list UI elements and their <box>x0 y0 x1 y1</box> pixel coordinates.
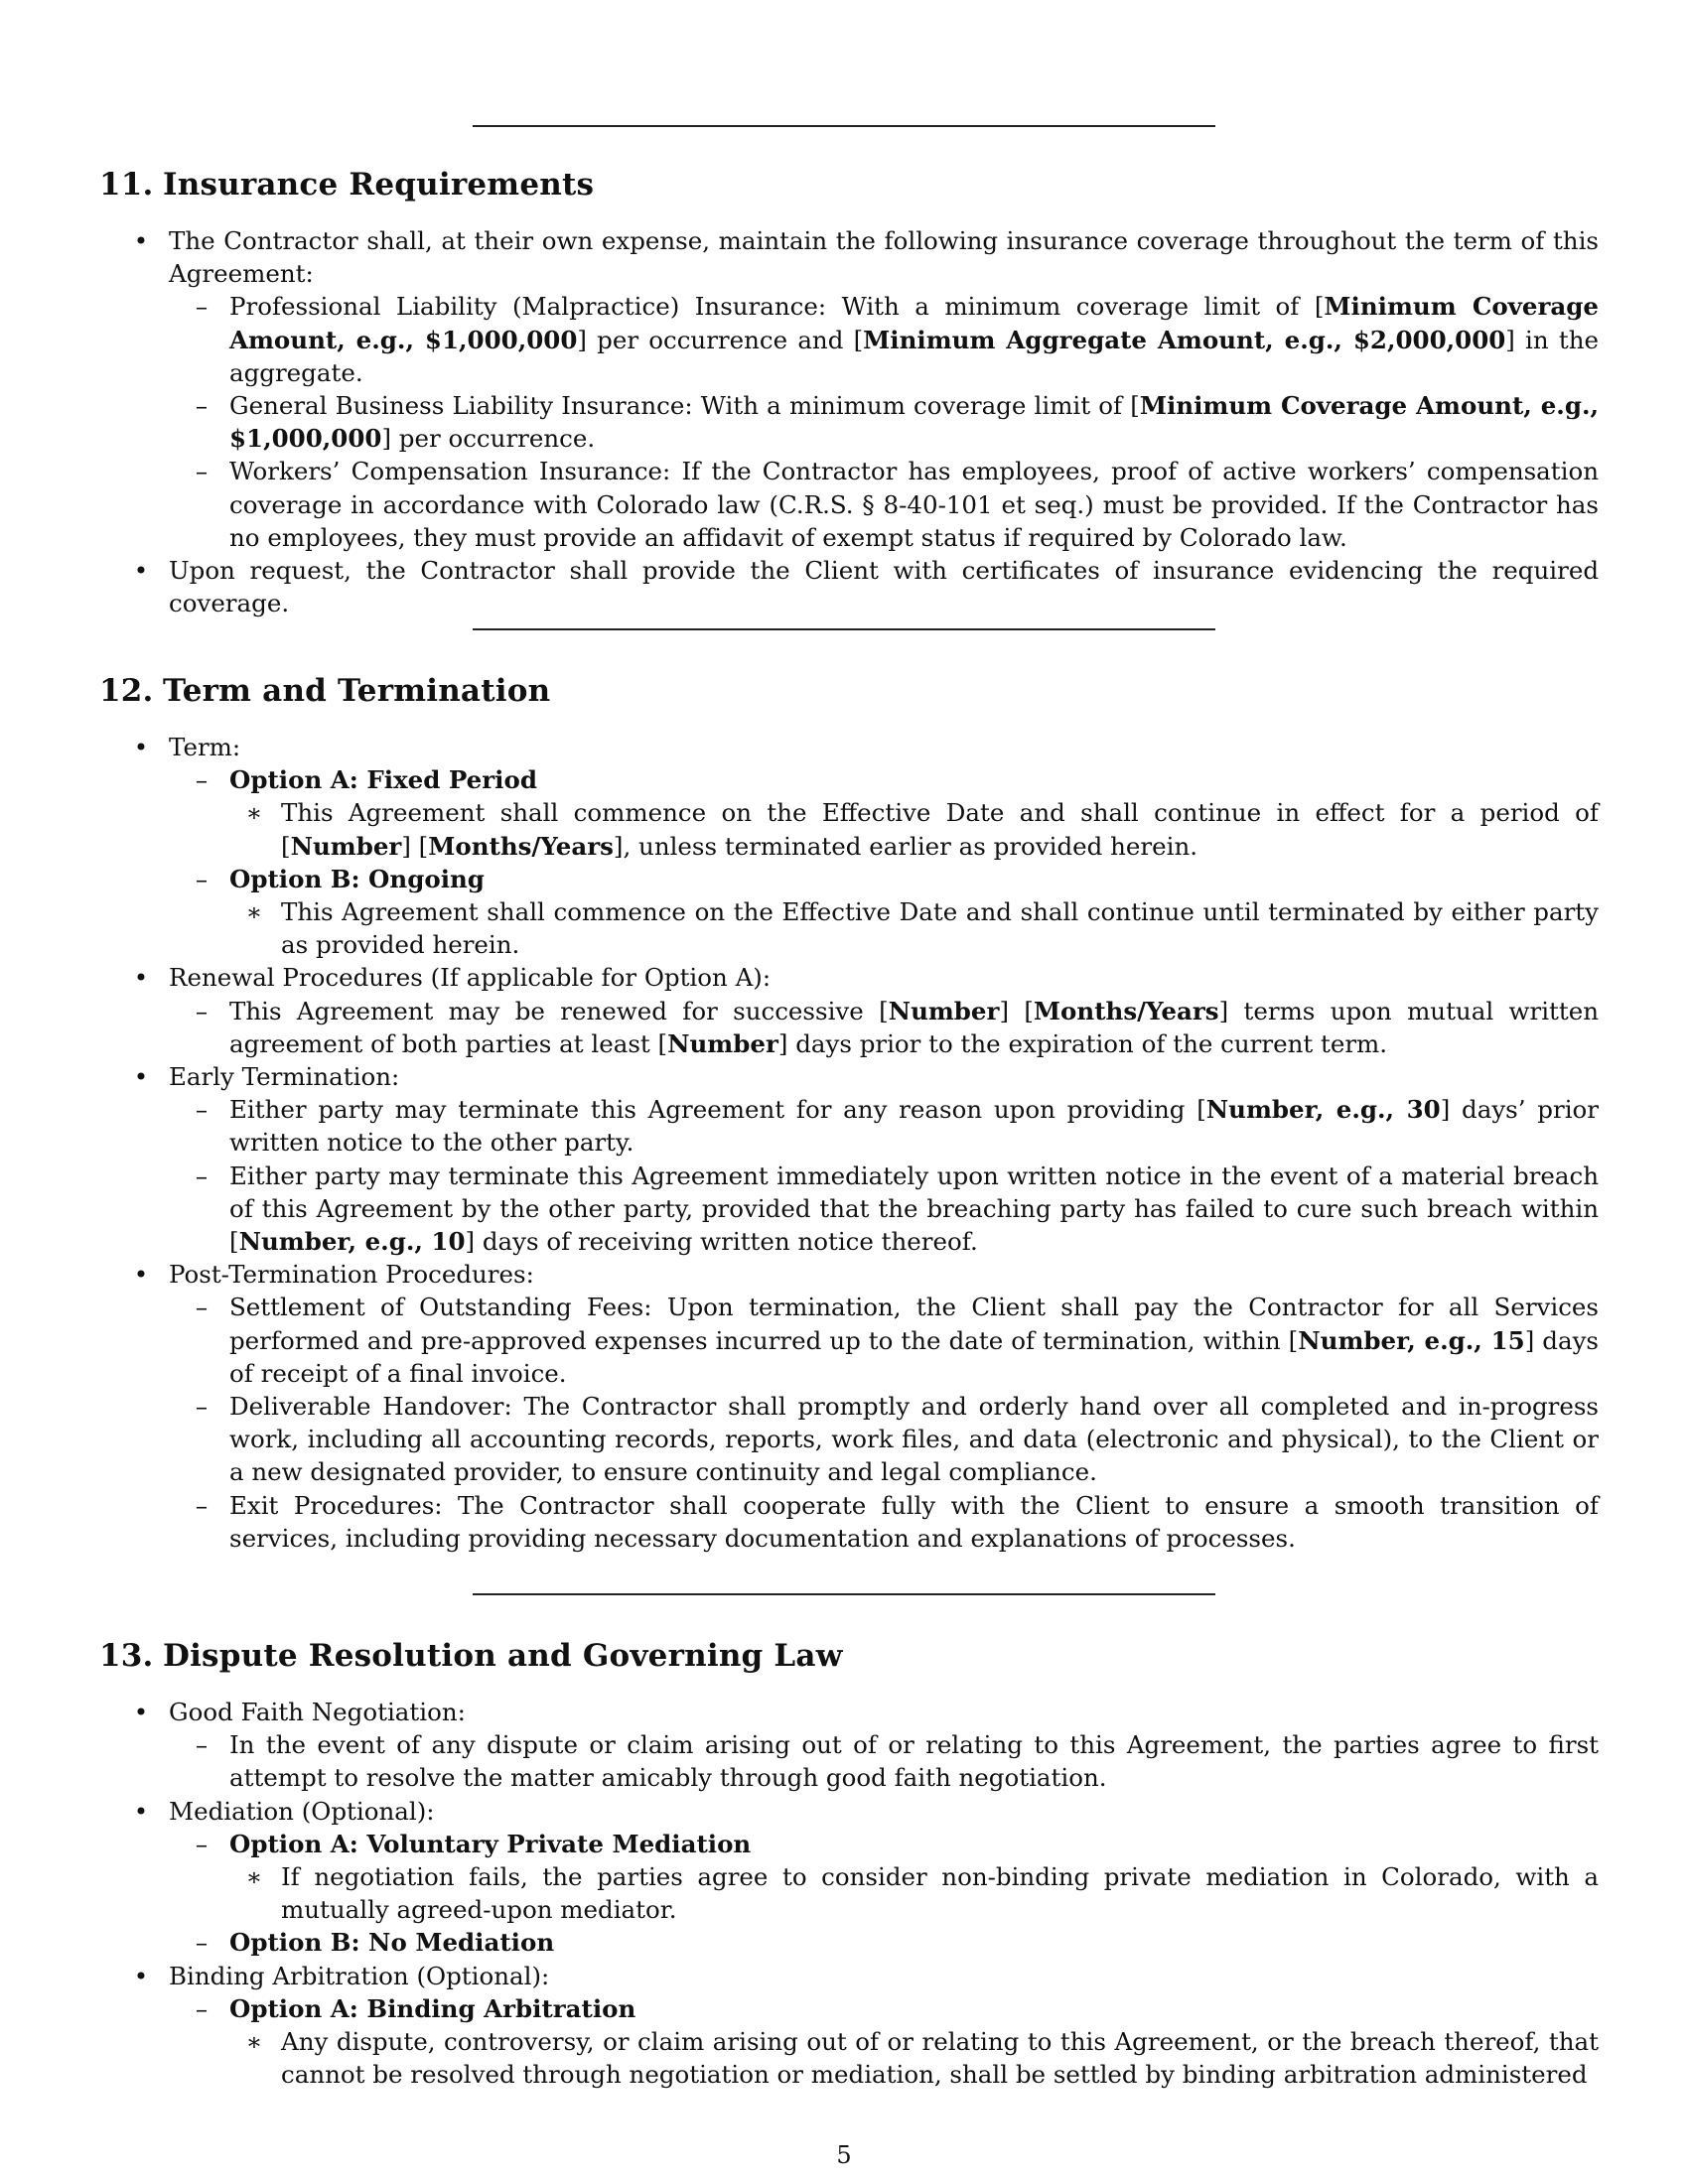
option-label: Option A: Binding Arbitration <box>229 1993 636 2023</box>
section-divider <box>473 628 1215 630</box>
text: Settlement of Outstanding Fees: Upon termination, the Client shall pay the Contractor for all Services performed and pre-approved expenses incurred up to the date of termination, within [ <box>229 1293 1599 1355</box>
dash-marker: – <box>195 1095 209 1125</box>
text: Either party may terminate this Agreement immediately upon written notice in the event of a material breach of this Agreement by the other party, provided that the breaching party has failed to cure such breach within [ <box>229 1160 1599 1257</box>
placeholder-text: Number <box>667 1028 778 1058</box>
section-title: Dispute Resolution and Governing Law <box>163 1638 843 1674</box>
text: ] [ <box>401 831 429 861</box>
text: ] days’ prior written notice to the other party. <box>229 1095 1599 1158</box>
text: ] days prior to the expiration of the current term. <box>777 1028 1388 1058</box>
section-number: 11. <box>99 167 154 203</box>
text: If negotiation fails, the parties agree to consider non-binding private mediation in Colorado, with a mutually agreed-upon mediator. <box>281 1862 1599 1925</box>
option-label: Option B: Ongoing <box>229 864 485 893</box>
dash-marker: – <box>195 1829 209 1858</box>
list-label: Term: <box>169 733 241 761</box>
list-item <box>169 290 1599 389</box>
list-item <box>99 224 1599 554</box>
bullet-marker: • <box>133 1260 149 1290</box>
section-11-heading <box>99 167 594 203</box>
bullet-marker: • <box>133 1961 149 1990</box>
list-item <box>169 1390 1599 1489</box>
list-item <box>169 455 1599 554</box>
text: ], unless terminated earlier as provided herein. <box>613 831 1198 861</box>
dash-marker: – <box>195 1160 209 1190</box>
list-label: Good Faith Negotiation: <box>169 1698 466 1726</box>
list-item <box>99 1696 1599 1795</box>
paragraph-text: Upon request, the Contractor shall provide the Client with certificates of insurance evidencing the required coverage. <box>169 556 1599 618</box>
placeholder-text: Number, e.g., 30 <box>1205 1095 1441 1125</box>
text: Deliverable Handover: The Contractor shall promptly and orderly hand over all completed and in-progress work, including all accounting records, reports, work files, and data (electronic and physical), to the Client or a new designated provider, to ensure continuity and legal compliance. <box>229 1392 1599 1487</box>
dash-marker: – <box>195 1392 209 1422</box>
section-13-body <box>99 1696 1599 2091</box>
option-label: Option A: Voluntary Private Mediation <box>229 1829 752 1858</box>
placeholder-text: Number <box>888 996 1000 1025</box>
text: Either party may terminate this Agreement for any reason upon providing [ <box>229 1095 1206 1125</box>
placeholder-text: Number <box>290 831 402 861</box>
text: Any dispute, controversy, or claim arising out of or relating to this Agreement, or the breach thereof, that cannot be resolved through negotiation or mediation, shall be settled by binding arbitration administered <box>281 2027 1599 2090</box>
text: This Agreement shall commence on the Effective Date and shall continue in effect for a period of [ <box>281 798 1599 861</box>
placeholder-text: Minimum Aggregate Amount, e.g., $2,000,000 <box>863 325 1506 354</box>
text: Workers’ Compensation Insurance: If the Contractor has employees, proof of active workers’ compensation coverage in accordance with Colorado law (C.R.S. § 8-40-101 et seq.) must be provided. If the Contractor has no employees, they must provide an affidavit of exempt status if required by Colorado law. <box>229 457 1599 552</box>
page-number: 5 <box>836 2141 852 2169</box>
text: ] [ <box>999 996 1034 1025</box>
list-item <box>169 995 1599 1060</box>
list-label: Post-Termination Procedures: <box>169 1260 534 1290</box>
section-12-body <box>99 731 1599 1555</box>
section-11-body <box>99 224 1599 619</box>
text: ] terms upon mutual written agreement of both parties at least [ <box>229 996 1599 1058</box>
list-item <box>169 763 1599 863</box>
star-marker: ∗ <box>245 1862 263 1892</box>
list-item <box>169 1728 1599 1794</box>
bullet-marker: • <box>133 1062 149 1092</box>
list-item <box>99 961 1599 1060</box>
list-item <box>229 1860 1599 1926</box>
dash-marker: – <box>195 996 209 1025</box>
list-item <box>99 1795 1599 1960</box>
text: This Agreement may be renewed for successive [ <box>229 996 889 1025</box>
text: ] per occurrence and [ <box>577 325 864 354</box>
list-item <box>99 1960 1599 2092</box>
list-item <box>229 796 1599 862</box>
section-divider <box>473 125 1215 127</box>
text: In the event of any dispute or claim arising out of or relating to this Agreement, the parties agree to first attempt to resolve the matter amicably through good faith negotiation. <box>229 1730 1599 1793</box>
bullet-marker: • <box>133 1796 149 1826</box>
text: Exit Procedures: The Contractor shall cooperate fully with the Client to ensure a smooth transition of services, including providing necessary documentation and explanations of processes. <box>229 1490 1599 1553</box>
text: This Agreement shall commence on the Effective Date and shall continue until terminated by either party as provided herein. <box>281 897 1599 960</box>
list-item <box>169 1093 1599 1159</box>
list-label: Renewal Procedures (If applicable for Option A): <box>169 963 772 993</box>
placeholder-text: Number, e.g., 10 <box>238 1227 466 1257</box>
list-item <box>169 1828 1599 1927</box>
section-title: Term and Termination <box>163 673 551 709</box>
text: ] per occurrence. <box>381 424 596 454</box>
dash-marker: – <box>195 391 209 421</box>
list-item <box>99 554 1599 619</box>
dash-marker: – <box>195 1490 209 1520</box>
list-item <box>169 1291 1599 1390</box>
list-item <box>229 895 1599 961</box>
paragraph-text: The Contractor shall, at their own expense, maintain the following insurance coverage throughout the term of this Agreement: <box>169 226 1599 289</box>
bullet-marker: • <box>133 963 149 993</box>
list-item <box>169 863 1599 962</box>
dash-marker: – <box>195 457 209 486</box>
dash-marker: – <box>195 1993 209 2023</box>
star-marker: ∗ <box>245 798 263 828</box>
bullet-marker: • <box>133 226 149 255</box>
section-title: Insurance Requirements <box>163 167 595 203</box>
list-item <box>169 1489 1599 1555</box>
bullet-marker: • <box>133 733 149 761</box>
list-item <box>169 1992 1599 2092</box>
placeholder-text: Minimum Coverage Amount, e.g., $1,000,000 <box>229 391 1600 454</box>
star-marker: ∗ <box>245 2027 263 2057</box>
dash-marker: – <box>195 1928 209 1958</box>
text: Professional Liability (Malpractice) Insurance: With a minimum coverage limit of [ <box>229 292 1325 322</box>
star-marker: ∗ <box>245 897 263 927</box>
placeholder-text: Months/Years <box>428 831 614 861</box>
section-divider <box>473 1593 1215 1595</box>
list-label: Binding Arbitration (Optional): <box>169 1961 550 1990</box>
list-item <box>99 1060 1599 1258</box>
list-item <box>99 1258 1599 1555</box>
list-label: Mediation (Optional): <box>169 1796 435 1826</box>
list-item <box>169 1160 1599 1259</box>
dash-marker: – <box>195 292 209 322</box>
text: ] days of receiving written notice thereof. <box>465 1227 978 1257</box>
dash-marker: – <box>195 1293 209 1322</box>
section-number: 13. <box>99 1638 154 1674</box>
list-item <box>229 2025 1599 2091</box>
list-item <box>169 389 1599 455</box>
bullet-marker: • <box>133 556 149 586</box>
list-label: Early Termination: <box>169 1062 400 1092</box>
text: General Business Liability Insurance: With a minimum coverage limit of [ <box>229 391 1140 421</box>
section-number: 12. <box>99 673 154 709</box>
section-12-heading <box>99 673 550 709</box>
placeholder-text: Months/Years <box>1033 996 1219 1025</box>
option-label: Option B: No Mediation <box>229 1928 555 1958</box>
text: ] days of receipt of a final invoice. <box>229 1325 1599 1388</box>
placeholder-text: Number, e.g., 15 <box>1298 1325 1525 1355</box>
dash-marker: – <box>195 864 209 893</box>
list-item <box>99 731 1599 961</box>
text: ] in the aggregate. <box>229 325 1599 387</box>
dash-marker: – <box>195 1730 209 1760</box>
dash-marker: – <box>195 765 209 795</box>
list-item <box>169 1926 1599 1959</box>
placeholder-text: Minimum Coverage Amount, e.g., $1,000,000 <box>229 292 1600 354</box>
section-13-heading <box>99 1638 843 1674</box>
bullet-marker: • <box>133 1698 149 1726</box>
option-label: Option A: Fixed Period <box>229 765 537 795</box>
